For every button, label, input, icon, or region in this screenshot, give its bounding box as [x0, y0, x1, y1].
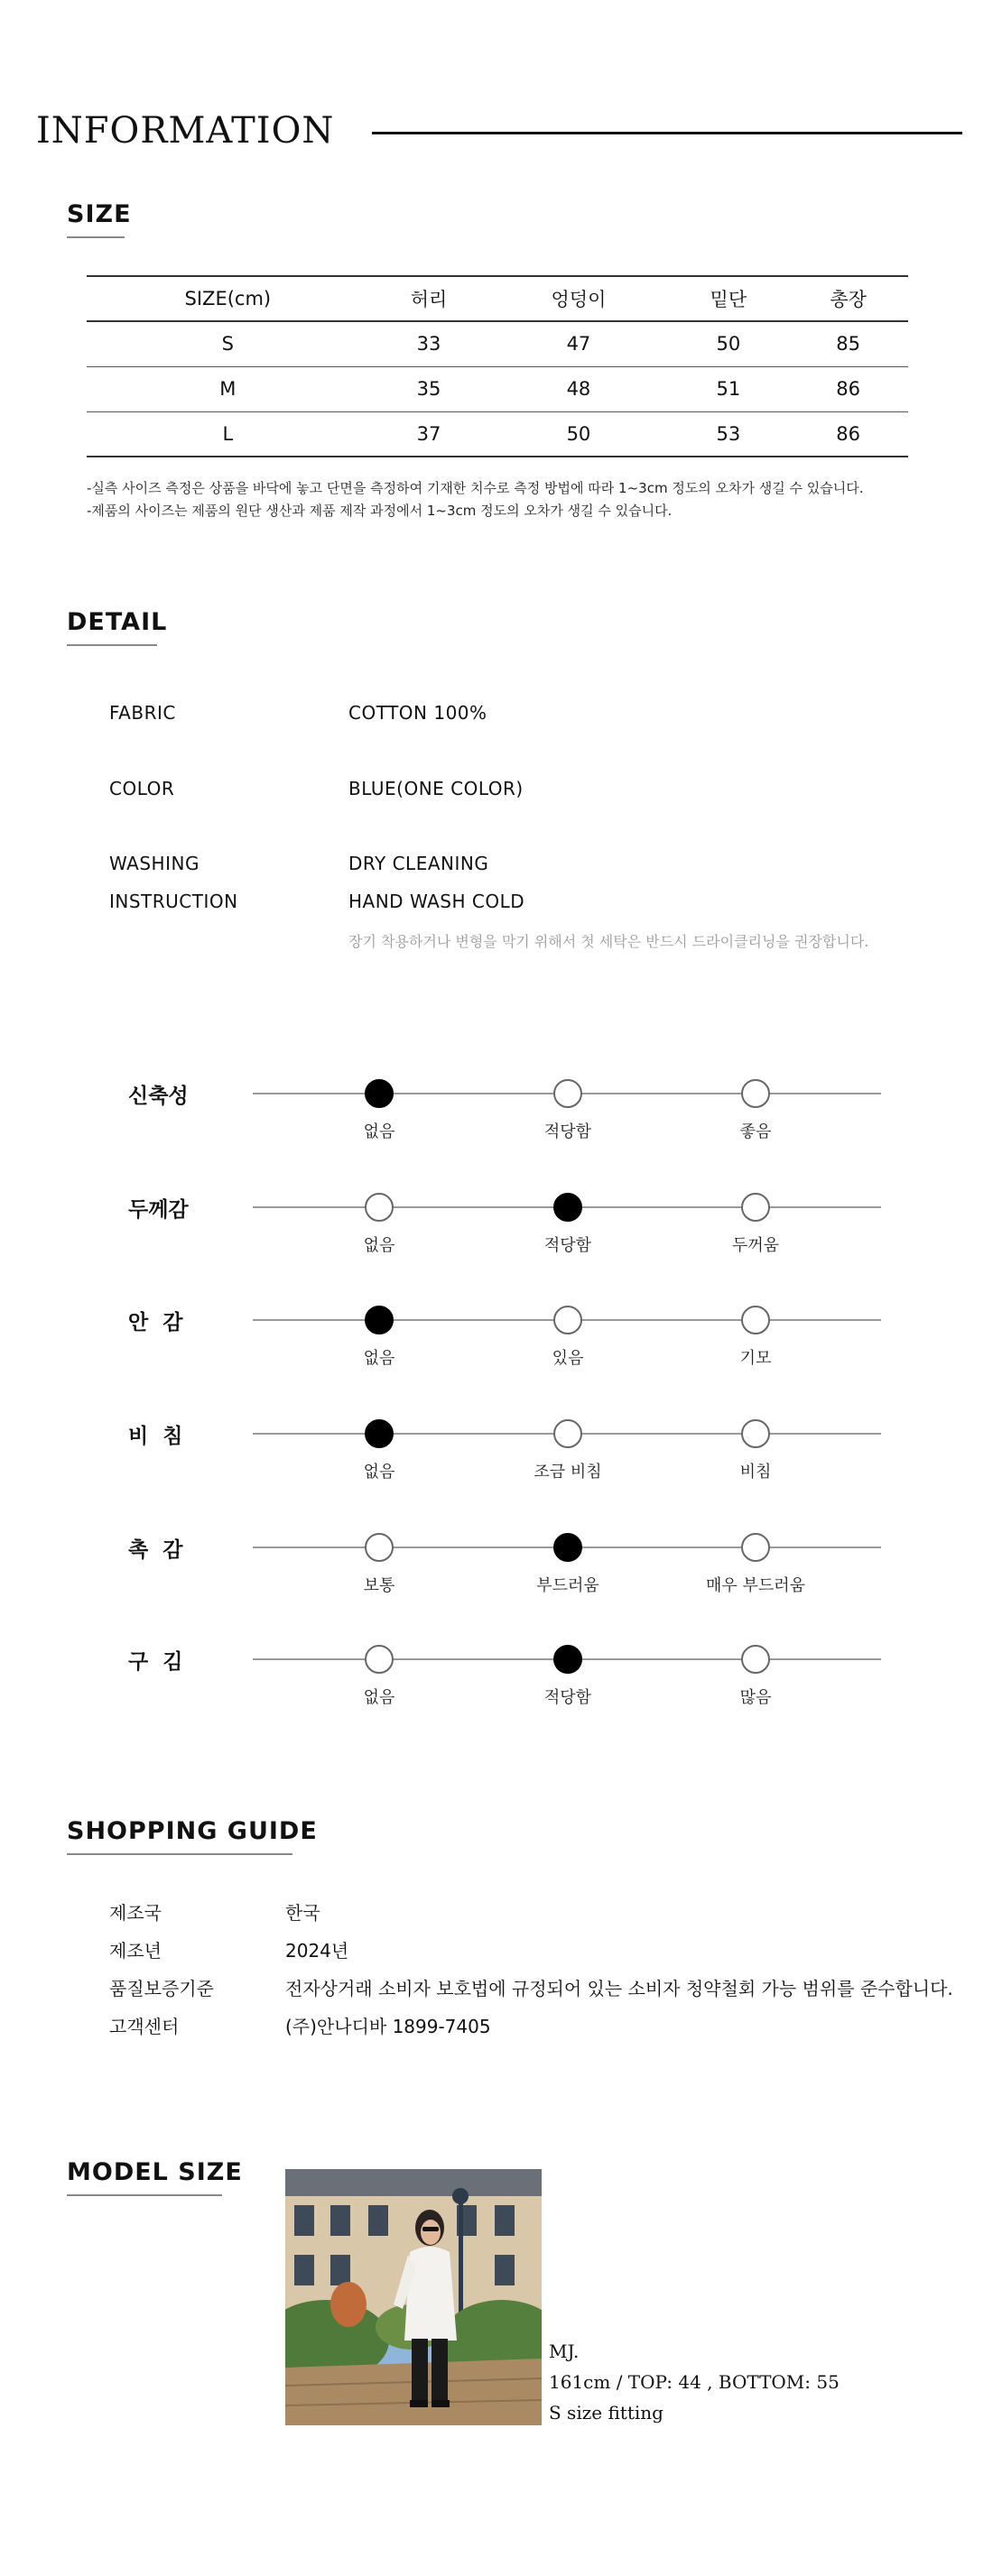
scale-option-label: 없음 — [363, 1688, 395, 1707]
table-row — [87, 366, 908, 411]
fabric-value: COTTON 100% — [348, 702, 487, 724]
scale-dot — [741, 1306, 770, 1334]
scale-option-label: 두꺼움 — [731, 1236, 780, 1255]
column-header: 총장 — [830, 289, 867, 310]
scale-option-label: 보통 — [363, 1576, 395, 1595]
shopping-guide-underline — [67, 1853, 292, 1855]
size-note: -실측 사이즈 측정은 상품을 바닥에 놓고 단면을 측정하여 기재한 치수로 측정 방법에 따라 1~3cm 정도의 오차가 생길 수 있습니다. — [87, 480, 864, 496]
column-header: 허리 — [410, 289, 448, 310]
scale-dot — [741, 1645, 770, 1674]
column-header: 밑단 — [710, 289, 747, 310]
scale-dot — [553, 1419, 582, 1448]
origin-label: 제조국 — [109, 1902, 162, 1924]
scale-option-label: 기모 — [739, 1349, 772, 1368]
detail-title-underline — [67, 644, 157, 646]
customer-center-label: 고객센터 — [109, 2016, 180, 2037]
table-cell: 33 — [416, 333, 441, 355]
table-cell: 53 — [716, 422, 741, 445]
washing-label: WASHING — [109, 853, 200, 874]
detail-section-title: DETAIL — [67, 608, 168, 636]
fabric-label: FABRIC — [109, 702, 176, 724]
scale-dot — [553, 1079, 582, 1108]
table-row — [87, 321, 908, 366]
scale-dot — [741, 1079, 770, 1108]
scale-option-label: 좋음 — [739, 1122, 772, 1141]
column-header: SIZE(cm) — [184, 288, 272, 309]
customer-center-value: (주)안나디바 1899-7405 — [285, 2016, 491, 2037]
column-header: 엉덩이 — [551, 289, 607, 310]
scale-option-label: 있음 — [552, 1349, 584, 1368]
table-cell: 86 — [836, 378, 860, 400]
model-size-title: MODEL SIZE — [67, 2158, 243, 2186]
model-name: MJ. — [549, 2341, 580, 2362]
scale-option-label: 없음 — [363, 1236, 395, 1255]
scale-label: 촉 감 — [128, 1538, 183, 1562]
color-value: BLUE(ONE COLOR) — [348, 778, 524, 799]
year-value: 2024년 — [285, 1940, 349, 1962]
warranty-value: 전자상거래 소비자 보호법에 규정되어 있는 소비자 청약철회 가능 범위를 준수합니다. — [285, 1978, 953, 1999]
scale-label: 안 감 — [128, 1311, 183, 1334]
scale-option-label: 부드러움 — [536, 1576, 599, 1595]
table-cell: 50 — [566, 422, 591, 445]
size-section-title: SIZE — [67, 200, 132, 228]
year-label: 제조년 — [109, 1940, 162, 1962]
table-cell: 35 — [416, 378, 441, 400]
scale-option-label: 많음 — [739, 1688, 772, 1707]
page-title: INFORMATION — [36, 110, 335, 152]
scale-dot — [553, 1306, 582, 1334]
scale-option-label: 없음 — [363, 1122, 395, 1141]
model-measurements: 161cm / TOP: 44 , BOTTOM: 55 — [549, 2371, 840, 2393]
table-cell: 37 — [416, 422, 441, 445]
scale-label: 두께감 — [128, 1198, 189, 1222]
scale-dot-selected — [553, 1193, 582, 1222]
table-cell: 51 — [716, 378, 741, 400]
scale-dot — [741, 1193, 770, 1222]
scale-dot-selected — [553, 1533, 582, 1562]
size-table — [87, 275, 908, 457]
table-cell: S — [221, 333, 234, 355]
size-note: -제품의 사이즈는 제품의 원단 생산과 제품 제작 과정에서 1~3cm 정도의 오차가 생길 수 있습니다. — [87, 503, 673, 519]
scale-option-label: 없음 — [363, 1349, 395, 1368]
table-cell: 47 — [566, 333, 591, 355]
scale-option-label: 없음 — [363, 1463, 395, 1482]
scale-dot-selected — [365, 1419, 394, 1448]
instruction-label: INSTRUCTION — [109, 891, 238, 912]
model-fitting: S size fitting — [549, 2402, 664, 2424]
scale-dot — [365, 1645, 394, 1674]
washing-value: DRY CLEANING — [348, 853, 489, 874]
washing-note: 장기 착용하거나 변형을 막기 위해서 첫 세탁은 반드시 드라이클리닝을 권장합니다. — [348, 933, 869, 950]
table-cell: L — [222, 422, 234, 445]
warranty-label: 품질보증기준 — [109, 1978, 214, 1999]
scale-option-label: 적당함 — [543, 1122, 592, 1141]
title-divider — [372, 132, 962, 134]
scale-option-label: 적당함 — [543, 1688, 592, 1707]
model-photo — [285, 2169, 542, 2425]
shopping-guide-title: SHOPPING GUIDE — [67, 1817, 318, 1845]
scale-dot — [365, 1533, 394, 1562]
scale-dot-selected — [553, 1645, 582, 1674]
table-cell: 48 — [566, 378, 591, 400]
color-label: COLOR — [109, 778, 175, 799]
size-title-underline — [67, 236, 125, 238]
scale-dot — [741, 1419, 770, 1448]
scale-label: 비 침 — [128, 1425, 183, 1448]
size-table-header — [87, 276, 908, 321]
scale-option-label: 비침 — [739, 1463, 772, 1482]
scale-option-label: 조금 비침 — [534, 1463, 602, 1482]
table-cell: 50 — [716, 333, 741, 355]
scale-dot — [741, 1533, 770, 1562]
table-cell: M — [219, 378, 237, 400]
scale-dot — [365, 1193, 394, 1222]
table-cell: 86 — [836, 422, 860, 445]
scale-label: 구 김 — [128, 1650, 183, 1674]
scale-option-label: 적당함 — [543, 1236, 592, 1255]
model-size-underline — [67, 2194, 222, 2196]
origin-value: 한국 — [285, 1902, 320, 1924]
table-row — [87, 411, 908, 457]
instruction-value: HAND WASH COLD — [348, 891, 525, 912]
scale-label: 신축성 — [128, 1085, 189, 1108]
scale-option-label: 매우 부드러움 — [705, 1576, 806, 1595]
scale-dot-selected — [365, 1079, 394, 1108]
scale-dot-selected — [365, 1306, 394, 1334]
table-cell: 85 — [836, 333, 860, 355]
